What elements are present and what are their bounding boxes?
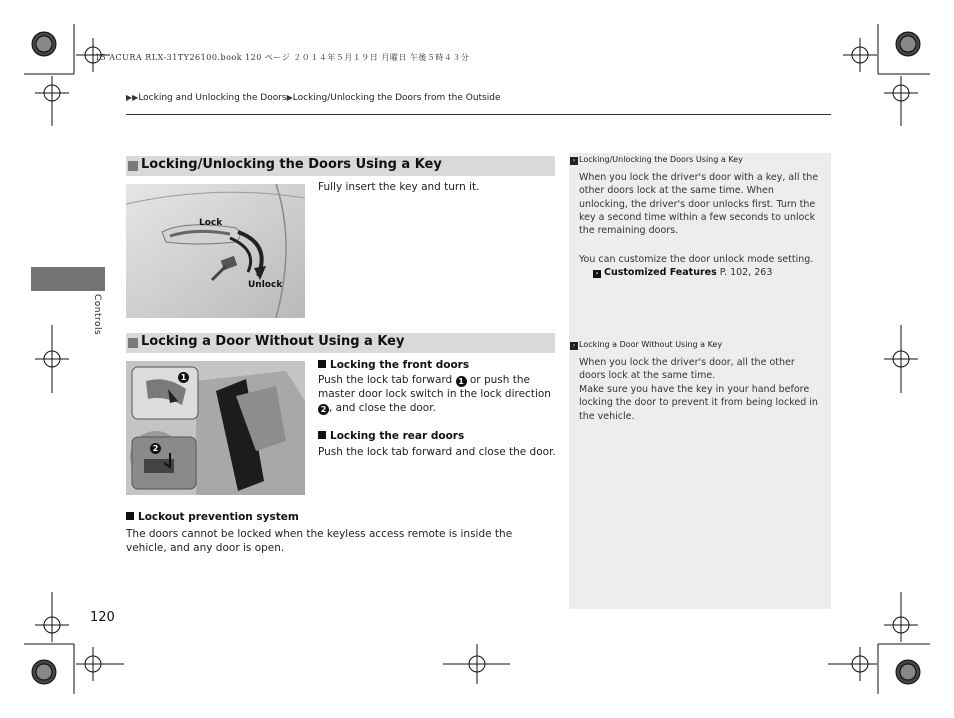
print-file-info: 15 ACURA RLX-31TY26100.book 120 ページ ２０１４年５月１９日 月曜日 午後５時４３分 [95, 53, 470, 62]
heading-square-icon [128, 161, 138, 171]
key-instruction: Fully insert the key and turn it. [318, 181, 480, 193]
note1-title-text: Locking/Unlocking the Doors Using a Key [579, 155, 743, 164]
breadcrumb-separator: ▶ [286, 93, 293, 102]
front-text-b: or push the master door lock switch in the lock direction [318, 374, 551, 400]
notes-sidebar [569, 153, 831, 609]
unlock-label: Unlock [248, 280, 283, 290]
section-heading-key [126, 156, 555, 176]
bullet-square-icon [318, 360, 326, 368]
step-1-badge: 1 [456, 376, 467, 387]
front-text-c: , and close the door. [329, 402, 436, 414]
key-lock-illustration [126, 184, 305, 318]
callout-1: 1 [178, 372, 189, 383]
ref-label: Customized Features [604, 267, 717, 278]
breadcrumb [126, 93, 501, 103]
customized-features-link[interactable] [593, 267, 717, 278]
front-doors-heading-text: Locking the front doors [330, 359, 470, 371]
door-lock-tab-illustration [126, 361, 305, 495]
ref-pages: P. 102, 263 [719, 267, 773, 278]
breadcrumb-arrows: ▶▶ [126, 93, 139, 102]
note1-reference [593, 266, 823, 279]
lockout-heading-text: Lockout prevention system [138, 511, 299, 523]
section-title: Locking a Door Without Using a Key [141, 334, 405, 349]
note1-text2: You can customize the door unlock mode setting. [579, 254, 814, 265]
bullet-square-icon [318, 431, 326, 439]
note1-text: When you lock the driver's door with a key, all the other doors lock at the same time. When unlocking, the driver's door unlocks first. Turn the key a second time within a few seconds to unlock the remaining doors. [579, 172, 819, 237]
header-rule [126, 114, 831, 115]
lockout-text: The doors cannot be locked when the keyless access remote is inside the vehicle, and any door is open. [126, 528, 513, 554]
rear-doors-text: Push the lock tab forward and close the door. [318, 446, 556, 458]
heading-square-icon [128, 338, 138, 348]
note-icon: › [570, 157, 578, 165]
step-2-badge: 2 [318, 404, 329, 415]
note-icon: › [570, 342, 578, 350]
section-heading-without-key [126, 333, 555, 353]
callout-2: 2 [150, 443, 161, 454]
front-text-a: Push the lock tab forward [318, 374, 453, 386]
lockout-heading [126, 511, 299, 523]
reference-arrow-icon: › [593, 270, 601, 278]
note1-title [570, 155, 743, 165]
page-number: 120 [90, 610, 115, 625]
rear-doors-heading [318, 430, 464, 442]
breadcrumb-part2: Locking/Unlocking the Doors from the Outside [292, 93, 501, 103]
note2-text: When you lock the driver's door, all the other doors lock at the same time. [579, 357, 795, 382]
chapter-tab [31, 267, 105, 291]
front-doors-text [318, 373, 556, 415]
note2-title [570, 340, 722, 350]
note2-title-text: Locking a Door Without Using a Key [579, 340, 723, 349]
breadcrumb-part1: Locking and Unlocking the Doors [138, 93, 287, 103]
rear-doors-heading-text: Locking the rear doors [330, 430, 465, 442]
bullet-square-icon [126, 512, 134, 520]
front-doors-heading [318, 359, 469, 371]
note2-text2: Make sure you have the key in your hand before locking the door to prevent it from being locked in the vehicle. [579, 384, 818, 422]
chapter-label: Controls [92, 294, 102, 336]
section-title: Locking/Unlocking the Doors Using a Key [141, 157, 442, 172]
lock-label: Lock [199, 218, 223, 228]
